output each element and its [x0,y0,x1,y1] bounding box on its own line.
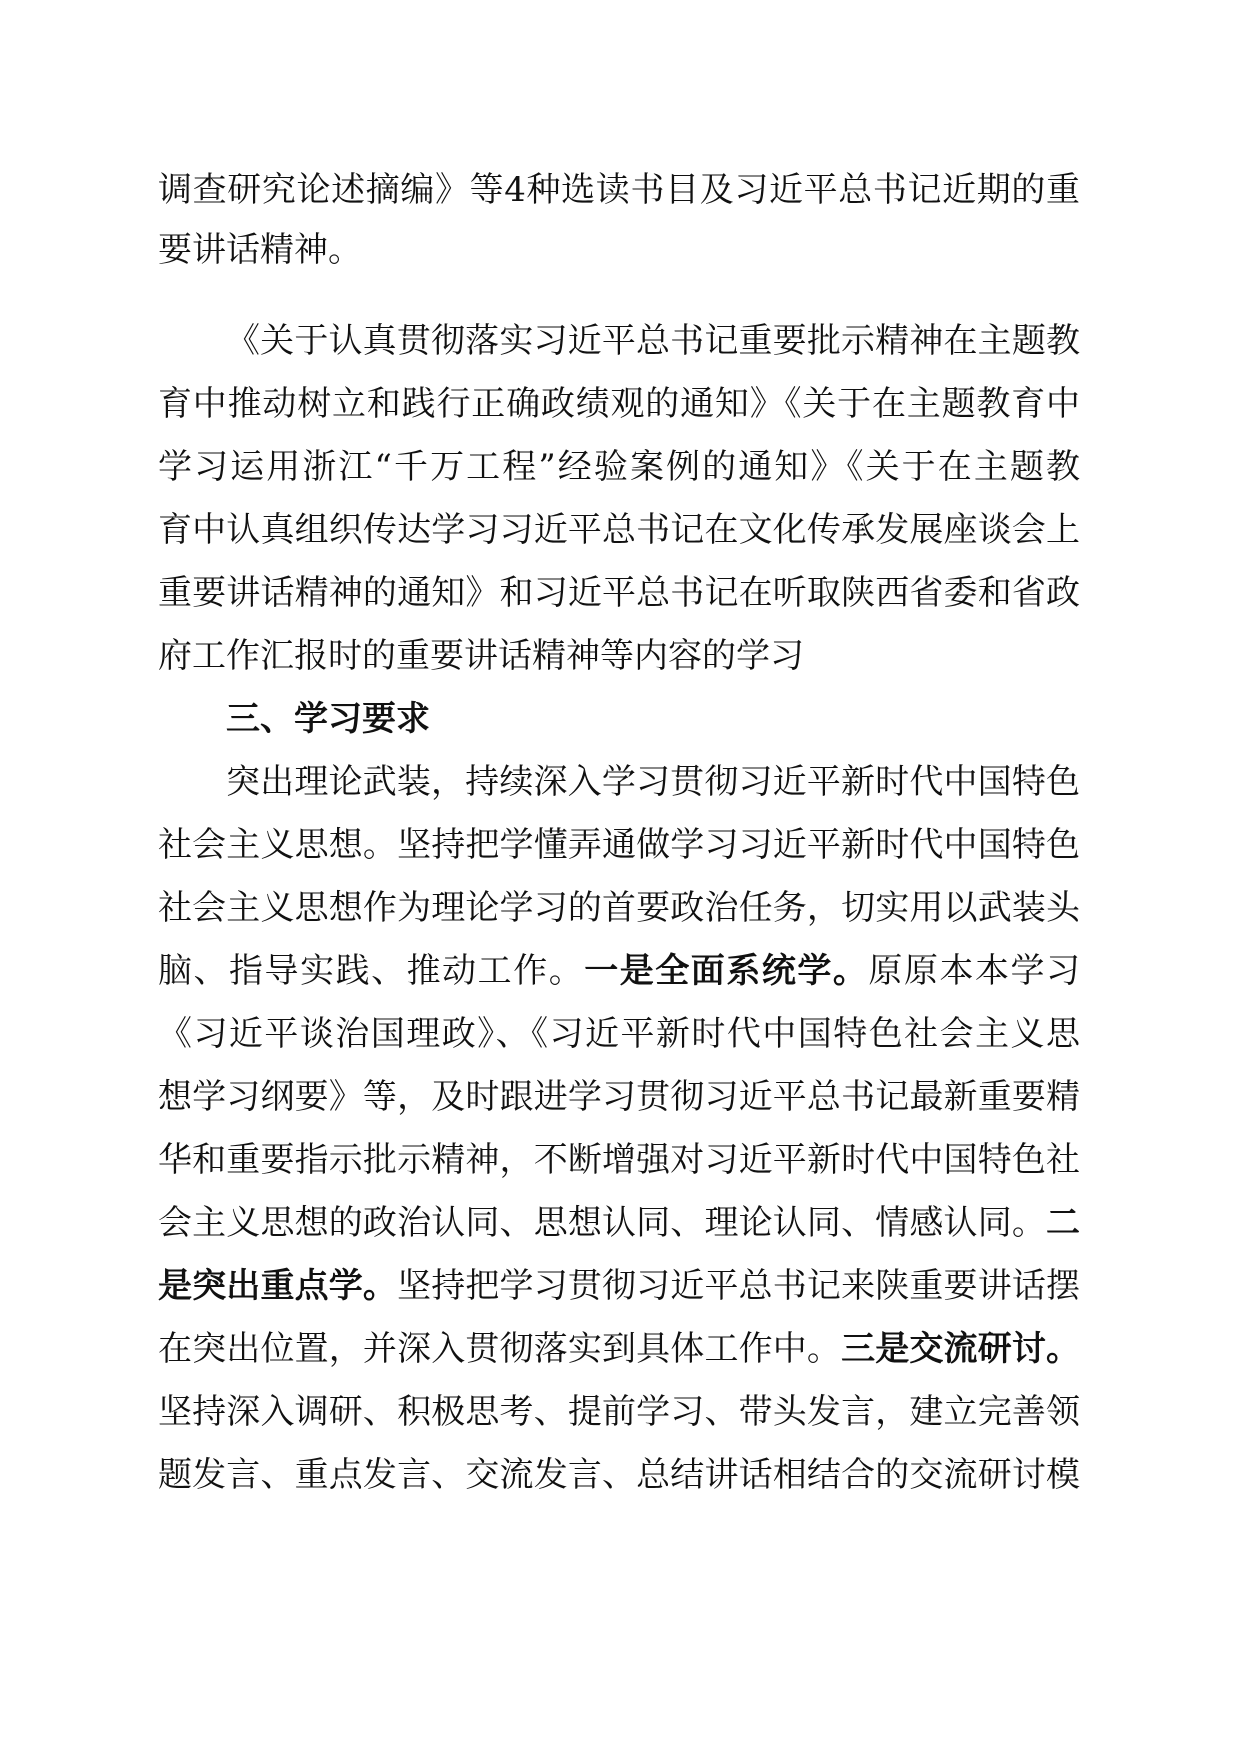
text-line: 重要讲话精神的通知》和习近平总书记在听取陕西省委和省政 [158,573,1080,613]
text-line: 想学习纲要》等，及时跟进学习贯彻习近平总书记最新重要精 [158,1077,1080,1117]
text-segment: 在突出位置，并深入贯彻落实到具体工作中。 [158,1329,842,1369]
text-line: 府工作汇报时的重要讲话精神等内容的学习 [158,636,804,676]
section-heading: 三、学习要求 [226,699,430,739]
text-segment: 坚持把学习贯彻习近平总书记来陕重要讲话摆 [397,1266,1080,1306]
text-line: 《关于认真贯彻落实习近平总书记重要批示精神在主题教 [226,321,1080,361]
text-segment: 会主义思想的政治认同、思想认同、理论认同、情感认同。 [158,1203,1046,1243]
text-line [158,936,1080,1006]
text-line [158,1314,1080,1384]
text-segment: 原原本本学习 [868,951,1080,991]
text-line [158,1188,1080,1258]
text-line: 坚持深入调研、积极思考、提前学习、带头发言，建立完善领 [158,1392,1080,1432]
bold-lead-phrase: 二 [1046,1203,1080,1243]
bold-lead-phrase: 是突出重点学。 [158,1266,398,1306]
text-line: 学习运用浙江“千万工程”经验案例的通知》《关于在主题教 [158,447,1080,487]
text-line: 育中认真组织传达学习习近平总书记在文化传承发展座谈会上 [158,510,1080,550]
text-segment: 脑、指导实践、推动工作。 [158,951,585,991]
text-line: 调查研究论述摘编》等4种选读书目及习近平总书记近期的重 [158,170,1080,210]
text-line: 社会主义思想作为理论学习的首要政治任务，切实用以武装头 [158,888,1080,928]
bold-lead-phrase: 一是全面系统学。 [584,951,869,991]
text-line: 要讲话精神。 [158,230,362,270]
text-line: 华和重要指示批示精神，不断增强对习近平新时代中国特色社 [158,1140,1080,1180]
text-line: 社会主义思想。坚持把学懂弄通做学习习近平新时代中国特色 [158,825,1080,865]
text-line: 《习近平谈治国理政》、《习近平新时代中国特色社会主义思 [158,1014,1080,1054]
text-line: 题发言、重点发言、交流发言、总结讲话相结合的交流研讨模 [158,1455,1080,1495]
text-line: 突出理论武装，持续深入学习贯彻习近平新时代中国特色 [226,762,1080,802]
text-line: 育中推动树立和践行正确政绩观的通知》《关于在主题教育中 [158,384,1080,424]
text-line [158,1251,1080,1321]
bold-lead-phrase: 三是交流研讨。 [841,1329,1080,1369]
